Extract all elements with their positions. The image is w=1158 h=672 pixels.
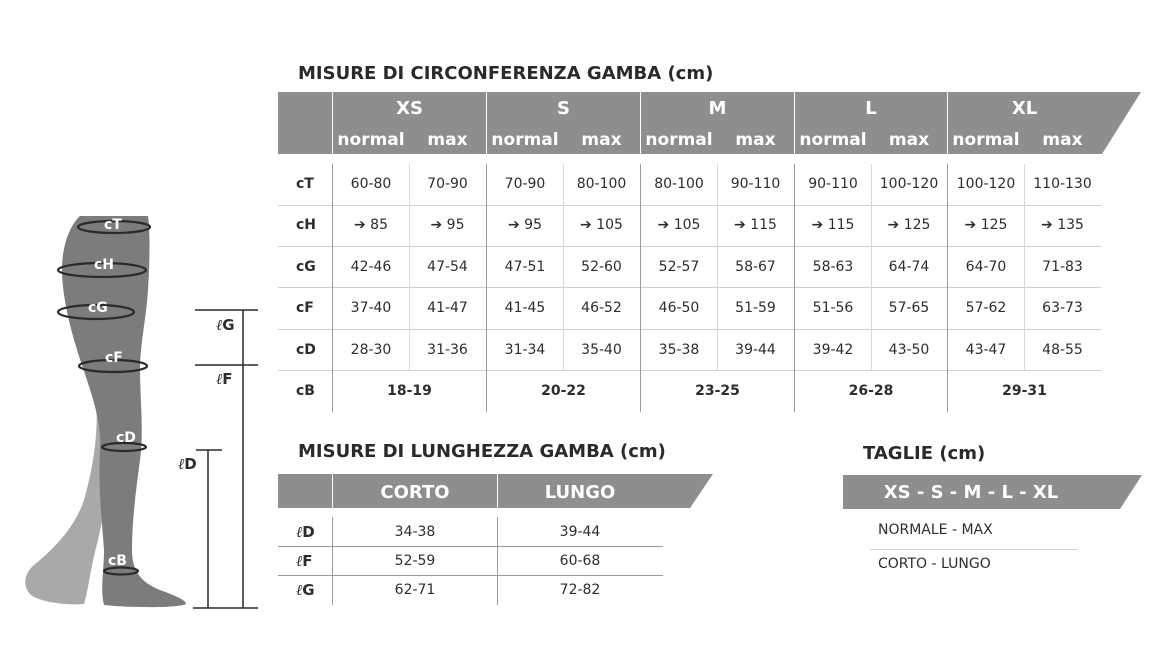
table-cell: 20-22 bbox=[541, 383, 586, 399]
length-row-label-lg: ℓG bbox=[296, 581, 315, 599]
figure-length-lg: ℓG bbox=[216, 316, 235, 334]
table-cell: ➔ 95 bbox=[430, 217, 465, 233]
col-header-lungo: LUNGO bbox=[544, 482, 616, 503]
size-header-l: L bbox=[865, 98, 877, 119]
table-cell: 23-25 bbox=[695, 383, 740, 399]
table-cell: 42-46 bbox=[350, 259, 392, 275]
table-cell: 57-62 bbox=[965, 300, 1007, 316]
table-cell: 41-47 bbox=[427, 300, 468, 316]
table-cell: 39-44 bbox=[559, 524, 601, 540]
table-cell: 58-63 bbox=[812, 259, 854, 275]
subheader-normal: normal bbox=[645, 130, 713, 150]
table-cell: ➔ 105 bbox=[657, 217, 701, 233]
table-cell: 80-100 bbox=[654, 176, 704, 192]
table-cell: 43-50 bbox=[888, 342, 930, 358]
table-cell: 47-51 bbox=[504, 259, 546, 275]
table-cell: 70-90 bbox=[504, 176, 546, 192]
table-cell: ➔ 105 bbox=[580, 217, 623, 233]
row-label-ch: cH bbox=[296, 217, 317, 233]
table-cell: ➔ 125 bbox=[964, 217, 1008, 233]
table-cell: ➔ 85 bbox=[354, 217, 388, 233]
table-cell: 46-52 bbox=[581, 300, 622, 316]
legend-item-normale-max: NORMALE - MAX bbox=[878, 522, 993, 538]
figure-length-ld: ℓD bbox=[178, 455, 197, 473]
table-cell: ➔ 95 bbox=[508, 217, 542, 233]
figure-label-ct: cT bbox=[104, 217, 122, 233]
table-cell: 37-40 bbox=[350, 300, 392, 316]
size-header-xl: XL bbox=[1011, 98, 1038, 119]
table-cell: 52-57 bbox=[658, 259, 700, 275]
table-cell: 29-31 bbox=[1002, 383, 1047, 399]
table-cell: 110-130 bbox=[1033, 176, 1092, 192]
table-cell: 57-65 bbox=[888, 300, 930, 316]
figure-label-cg: cG bbox=[88, 300, 108, 316]
figure-length-lf: ℓF bbox=[216, 370, 233, 388]
table-cell: 64-70 bbox=[965, 259, 1007, 275]
table-cell: 47-54 bbox=[427, 259, 468, 275]
figure-label-ch: cH bbox=[94, 257, 115, 273]
table-cell: 70-90 bbox=[427, 176, 468, 192]
table-cell: 26-28 bbox=[848, 383, 894, 399]
table-cell: 60-80 bbox=[350, 176, 392, 192]
row-label-cg: cG bbox=[296, 259, 316, 275]
row-label-cf: cF bbox=[296, 300, 314, 316]
subheader-max: max bbox=[581, 130, 622, 150]
table-cell: 63-73 bbox=[1042, 300, 1083, 316]
row-label-cb: cB bbox=[296, 383, 315, 399]
table-cell: 100-120 bbox=[879, 176, 939, 192]
table-cell: 31-36 bbox=[427, 342, 468, 358]
col-header-corto: CORTO bbox=[380, 482, 450, 503]
table-cell: 35-40 bbox=[581, 342, 622, 358]
table-cell: 46-50 bbox=[658, 300, 700, 316]
table-cell: ➔ 125 bbox=[887, 217, 931, 233]
table-cell: 60-68 bbox=[559, 553, 601, 569]
table-cell: 43-47 bbox=[965, 342, 1007, 358]
table-cell: 90-110 bbox=[730, 176, 781, 192]
subheader-normal: normal bbox=[491, 130, 559, 150]
table-cell: ➔ 135 bbox=[1041, 217, 1084, 233]
subheader-max: max bbox=[735, 130, 776, 150]
subheader-normal: normal bbox=[337, 130, 405, 150]
table-cell: 64-74 bbox=[888, 259, 930, 275]
figure-label-cd: cD bbox=[116, 430, 136, 446]
table-cell: 41-45 bbox=[504, 300, 546, 316]
table-cell: ➔ 115 bbox=[734, 217, 777, 233]
taglie-title: TAGLIE (cm) bbox=[863, 443, 986, 464]
table-cell: 52-60 bbox=[581, 259, 622, 275]
table-cell: 62-71 bbox=[394, 582, 436, 598]
subheader-normal: normal bbox=[799, 130, 867, 150]
table-cell: 100-120 bbox=[956, 176, 1016, 192]
table-cell: 51-56 bbox=[812, 300, 854, 316]
table-cell: 39-42 bbox=[812, 342, 854, 358]
table-cell: 31-34 bbox=[504, 342, 546, 358]
circumference-title: MISURE DI CIRCONFERENZA GAMBA (cm) bbox=[298, 63, 714, 84]
subheader-max: max bbox=[888, 130, 930, 150]
size-header-m: M bbox=[708, 98, 727, 119]
figure-label-cb: cB bbox=[108, 553, 127, 569]
subheader-max: max bbox=[1042, 130, 1083, 150]
table-cell: ➔ 115 bbox=[811, 217, 855, 233]
length-row-label-lf: ℓF bbox=[296, 552, 313, 570]
table-cell: 51-59 bbox=[735, 300, 776, 316]
table-cell: 34-38 bbox=[394, 524, 436, 540]
table-cell: 58-67 bbox=[735, 259, 776, 275]
table-cell: 18-19 bbox=[387, 383, 432, 399]
table-cell: 52-59 bbox=[394, 553, 436, 569]
table-cell: 80-100 bbox=[576, 176, 627, 192]
length-title: MISURE DI LUNGHEZZA GAMBA (cm) bbox=[298, 441, 666, 462]
subheader-max: max bbox=[427, 130, 468, 150]
length-row-label-ld: ℓD bbox=[296, 523, 315, 541]
table-cell: 72-82 bbox=[559, 582, 601, 598]
legend-item-corto-lungo: CORTO - LUNGO bbox=[878, 556, 991, 572]
figure-label-cf: cF bbox=[105, 350, 123, 366]
size-header-xs: XS bbox=[396, 98, 423, 119]
row-label-ct: cT bbox=[296, 176, 314, 192]
row-label-cd: cD bbox=[296, 342, 316, 358]
table-cell: 90-110 bbox=[808, 176, 858, 192]
size-header-s: S bbox=[557, 98, 570, 119]
table-cell: 71-83 bbox=[1042, 259, 1083, 275]
subheader-normal: normal bbox=[952, 130, 1020, 150]
table-cell: 39-44 bbox=[735, 342, 776, 358]
taglie-sizes: XS - S - M - L - XL bbox=[883, 482, 1059, 503]
table-cell: 35-38 bbox=[658, 342, 700, 358]
table-cell: 28-30 bbox=[350, 342, 392, 358]
table-cell: 48-55 bbox=[1042, 342, 1083, 358]
